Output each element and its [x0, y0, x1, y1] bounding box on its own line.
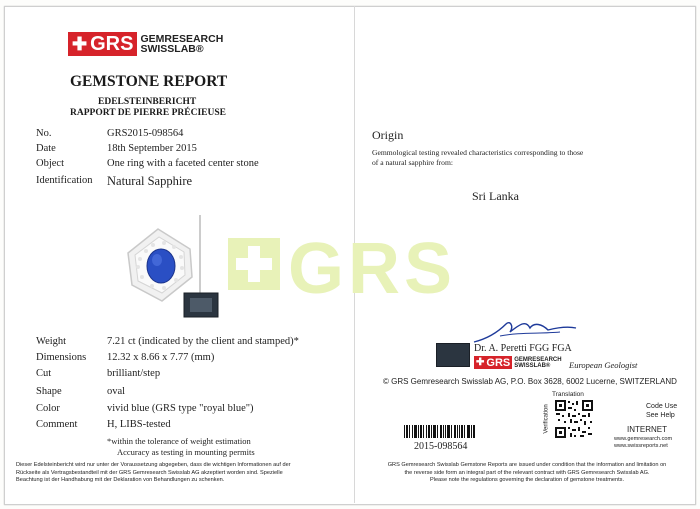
- qr-code[interactable]: [554, 399, 594, 439]
- watermark-cross-icon: [228, 238, 280, 290]
- field-value-identification: Natural Sapphire: [107, 174, 193, 188]
- report-subtitle-de: EDELSTEINBERICHT: [98, 97, 197, 107]
- signature: [470, 316, 580, 346]
- internet-label: INTERNET: [627, 425, 667, 434]
- footnote-line2: Accuracy as testing in mounting permits: [117, 447, 255, 457]
- field-label-date: Date: [36, 143, 56, 154]
- verification-side-label-box: [543, 400, 554, 440]
- origin-heading: Origin: [372, 128, 404, 142]
- logo-line1: GEMRESEARCH: [140, 32, 224, 45]
- barcode-number: 2015-098564: [414, 441, 468, 452]
- signatory-title: European Geologist: [569, 360, 638, 370]
- field-value-dimensions: 12.32 x 8.66 x 7.77 (mm): [107, 352, 215, 363]
- field-value-no: GRS2015-098564: [107, 128, 184, 139]
- watermark-text: GRS: [288, 229, 457, 309]
- field-value-weight: 7.21 ct (indicated by the client and stamped)*: [107, 336, 299, 347]
- verification-side-label: Verification: [543, 404, 550, 434]
- grs-logo-small: ✚ GRS GEMRESEARCH SWISSLAB®: [476, 356, 562, 369]
- origin-text-line1: Gemmological testing revealed characteristics corresponding to those: [372, 148, 584, 157]
- field-label-color: Color: [36, 403, 60, 414]
- ring-photo: [118, 215, 238, 330]
- disclaimer-de: Dieser Edelsteinbericht wird nur unter der Voraussetzung abgegeben, dass die wichtigen Informationen auf der Rückseite als Vertragsbestandteil mit der GRS Gemresearch Swisslab AG akzeptiert worden sind. Spezielle Beachtung ist der Handhabung mit der Deklaration von Behandlungen zu schenken.: [16, 462, 291, 483]
- field-value-comment: H, LIBS-tested: [107, 419, 171, 430]
- grs-logo: [68, 32, 223, 56]
- see-help-label: See Help: [646, 412, 675, 419]
- field-label-identification: Identification: [36, 175, 93, 186]
- field-value-object: One ring with a faceted center stone: [107, 158, 259, 169]
- logo-line2: SWISSLAB®: [140, 43, 204, 55]
- field-label-cut: Cut: [36, 368, 52, 379]
- barcode: [404, 425, 476, 438]
- report-subtitle-fr: RAPPORT DE PIERRE PRÉCIEUSE: [70, 108, 226, 118]
- code-use-label: Code Use: [646, 403, 678, 410]
- field-value-shape: oval: [107, 386, 126, 397]
- report-title: GEMSTONE REPORT: [70, 73, 228, 90]
- translation-label: Translation: [552, 391, 584, 398]
- field-label-object: Object: [36, 158, 64, 169]
- field-value-date: 18th September 2015: [107, 143, 197, 154]
- website-url-1[interactable]: www.gemresearch.com: [614, 436, 673, 442]
- field-value-cut: brilliant/step: [107, 368, 161, 379]
- field-label-weight: Weight: [36, 336, 67, 347]
- field-value-color: vivid blue (GRS type "royal blue"): [107, 403, 254, 414]
- signatory-name: Dr. A. Peretti FGG FGA: [474, 343, 572, 354]
- grs-logo-mark: ✚ GRS: [68, 32, 137, 56]
- company-address: © GRS Gemresearch Swisslab AG, P.O. Box 3628, 6002 Lucerne, SWITZERLAND: [383, 377, 677, 386]
- field-label-comment: Comment: [36, 419, 78, 430]
- origin-country: Sri Lanka: [472, 189, 519, 203]
- origin-text-line2: of a natural sapphire from:: [372, 158, 453, 167]
- field-label-no: No.: [36, 128, 52, 139]
- grs-logo-small-mark: ✚ GRS: [476, 356, 511, 369]
- field-label-shape: Shape: [36, 386, 62, 397]
- website-url-2[interactable]: www.swissreports.net: [614, 443, 668, 449]
- field-label-dimensions: Dimensions: [36, 352, 87, 363]
- disclaimer-en: GRS Gemresearch Swisslab Gemstone Reports are issued under condition that the information and limitation on the reverse side form an integral part of the relevant contract with GRS Gemresearch Swisslab AG. Please note the regulations governing the declaration of gemstone treatments.: [387, 462, 667, 483]
- footnote-line1: *within the tolerance of weight estimation: [107, 436, 251, 446]
- hologram-sticker: [436, 343, 470, 367]
